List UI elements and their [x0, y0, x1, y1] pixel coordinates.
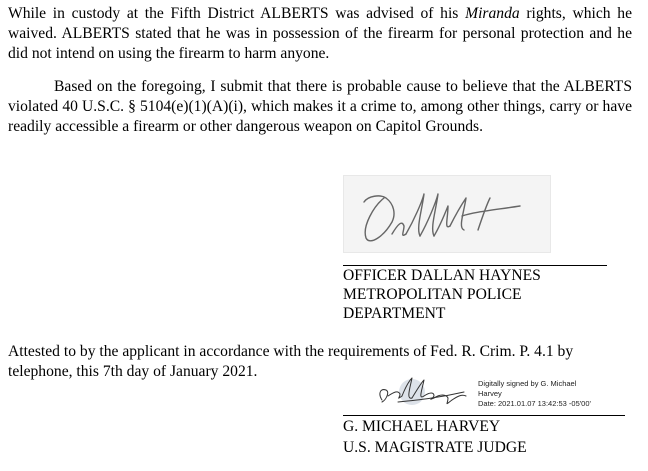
officer-name: OFFICER DALLAN HAYNES: [343, 267, 541, 284]
digital-signature-date: Date: 2021.01.07 13:42:53 -05'00': [478, 399, 591, 408]
miranda-emphasis: Miranda: [465, 5, 520, 22]
digital-signature-line2: Harvey: [478, 389, 502, 398]
judge-title: U.S. MAGISTRATE JUDGE: [343, 439, 527, 456]
judge-signature-image: [368, 372, 478, 412]
digital-signature-stamp: [478, 379, 591, 409]
probable-cause-text: Based on the foregoing, I submit that there is probable cause to believe that the ALBERTS violated 40 U.S.C. § 5104(e)(1)(A)(i), which makes it a crime to, among other things, carry or have readily accessible a firearm or other dangerous weapon on Capitol Grounds.: [8, 78, 632, 135]
probable-cause-paragraph: [8, 77, 632, 137]
judge-name: G. MICHAEL HARVEY: [343, 418, 501, 435]
officer-block: [343, 266, 541, 323]
officer-agency-line2: DEPARTMENT: [343, 305, 446, 322]
attestation-paragraph: Attested to by the applicant in accordance with the requirements of Fed. R. Crim. P. 4.1 by telephone, this 7th day of January 2021.: [8, 343, 574, 380]
officer-signature-icon: [344, 176, 550, 252]
custody-text-part2: rights, which he waived. ALBERTS stated that he was in possession of the firearm for personal protection and he did not intend on using the firearm to harm anyone.: [8, 5, 632, 62]
judge-block: [343, 416, 527, 458]
custody-text-part1: While in custody at the Fifth District ALBERTS was advised of his: [8, 5, 466, 22]
custody-paragraph: [8, 4, 632, 64]
officer-agency-line1: METROPOLITAN POLICE: [343, 286, 522, 303]
judge-signature-icon: [368, 372, 478, 412]
digital-signature-line1: Digitally signed by G. Michael: [478, 379, 577, 388]
officer-signature-image: [343, 175, 551, 253]
